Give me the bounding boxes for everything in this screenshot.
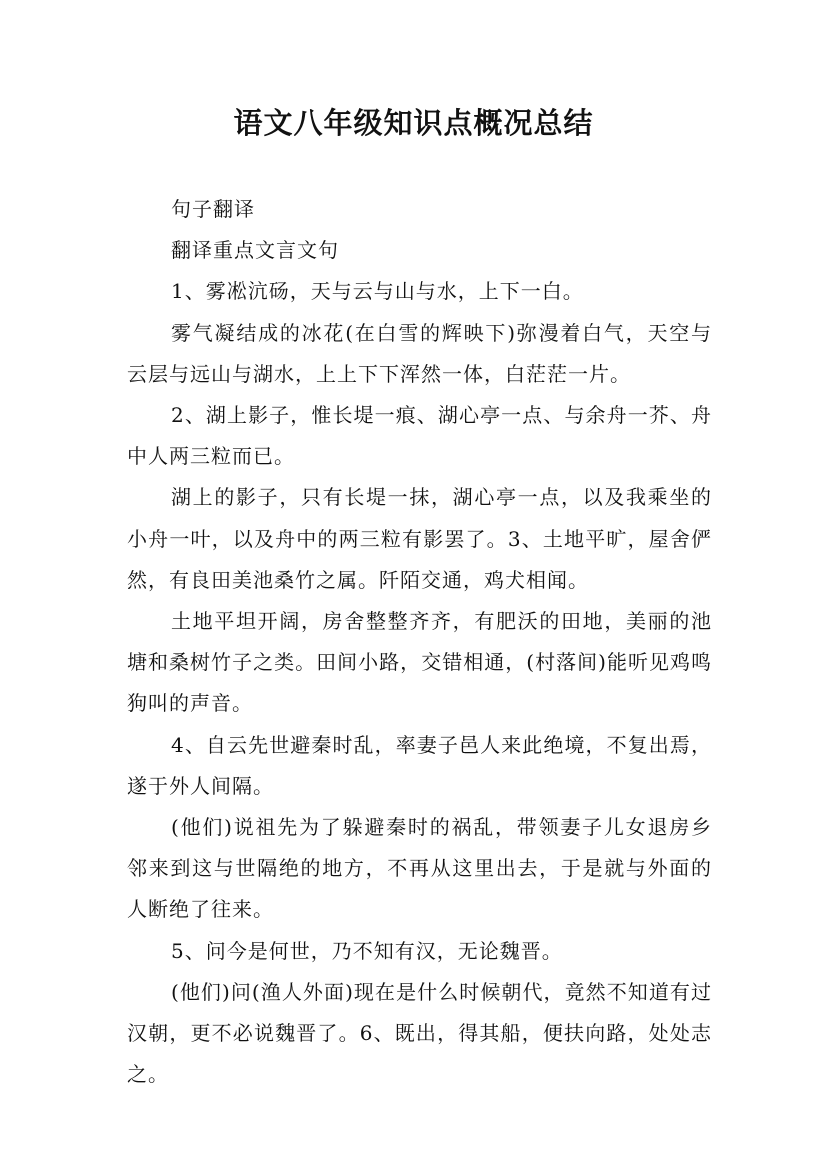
paragraph-translation-1: 雾气凝结成的冰花(在白雪的辉映下)弥漫着白气，天空与云层与远山与湖水，上上下下浑然一体，白茫茫一片。 bbox=[127, 320, 712, 386]
paragraph-translation-5: (他们)问(渔人外面)现在是什么时候朝代，竟然不知道有过汉朝，更不必说魏晋了。6、既出，得其船，便扶向路，处处志之。 bbox=[127, 979, 712, 1087]
document-title: 语文八年级知识点概况总结 bbox=[233, 106, 594, 140]
paragraph-section-heading: 句子翻译 bbox=[171, 197, 255, 221]
paragraph-translation-3: 土地平坦开阔，房舍整整齐齐，有肥沃的田地，美丽的池塘和桑树竹子之类。田间小路，交错相通，(村落间)能听见鸡鸣狗叫的声音。 bbox=[127, 609, 712, 716]
paragraph-item-5: 5、问今是何世，乃不知有汉，无论魏晋。 bbox=[171, 938, 563, 963]
paragraph-item-2: 2、湖上影子，惟长堤一痕、湖心亭一点、与余舟一芥、舟中人两三粒而已。 bbox=[127, 403, 712, 469]
paragraph-translation-4: (他们)说祖先为了躲避秦时的祸乱，带领妻子儿女退房乡邻来到这与世隔绝的地方，不再从这里出去，于是就与外面的人断绝了往来。 bbox=[127, 815, 712, 922]
paragraph-subheading: 翻译重点文言文句 bbox=[171, 238, 339, 263]
paragraph-item-4: 4、自云先世避秦时乱，率妻子邑人来此绝境，不复出焉，遂于外人间隔。 bbox=[127, 732, 712, 798]
paragraph-item-1: 1、雾凇沆砀，天与云与山与水，上下一白。 bbox=[171, 279, 584, 304]
document-body bbox=[127, 189, 712, 1095]
paragraph-translation-2: 湖上的影子，只有长堤一抹，湖心亭一点，以及我乘坐的小舟一叶，以及舟中的两三粒有影罢了。3、土地平旷，屋舍俨然，有良田美池桑竹之属。阡陌交通，鸡犬相闻。 bbox=[127, 485, 712, 592]
